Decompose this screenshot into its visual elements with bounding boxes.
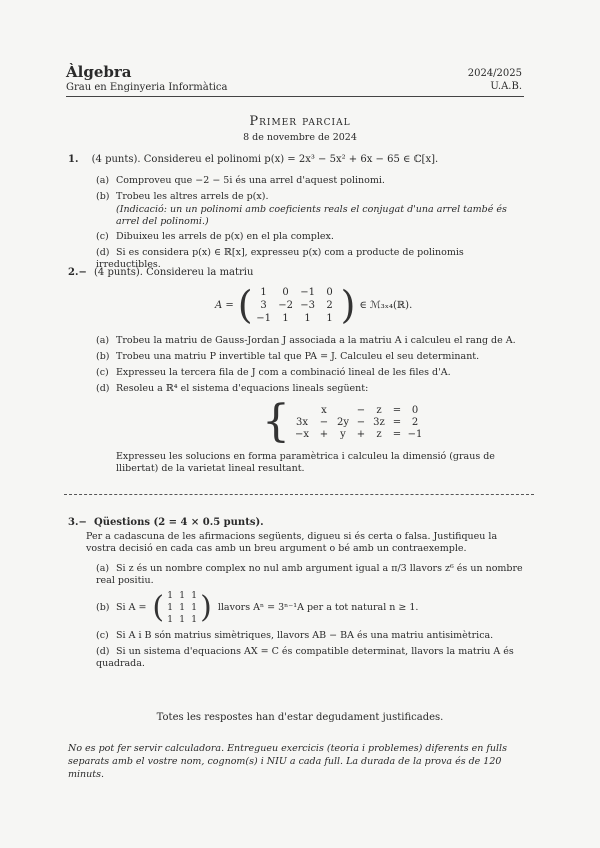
item-text: Expresseu la tercera fila de J com a combinació lineal de les files d'A.	[116, 367, 451, 378]
item-label: (d)	[96, 383, 110, 394]
matrix-cell: 1	[260, 286, 267, 298]
matrix-right-paren: )	[200, 590, 212, 625]
q3-item-b	[96, 590, 536, 626]
eq-term: 0	[411, 404, 419, 416]
q3-item-c	[96, 630, 526, 642]
matrix-cell: 1	[167, 615, 173, 625]
q2-number: 2.−	[68, 267, 87, 278]
item-label: (b)	[96, 191, 110, 202]
matrix-cell: −1	[256, 312, 271, 324]
eq-term	[290, 405, 314, 416]
matrix-cell: 1	[167, 591, 173, 601]
matrix-cell: 0	[282, 286, 289, 298]
eq-term: x	[321, 404, 327, 416]
eq-term: −1	[407, 428, 423, 440]
item-label: (c)	[96, 367, 109, 378]
q1-heading	[68, 153, 538, 166]
eq-term: y	[340, 428, 346, 440]
matrix-entries	[253, 287, 341, 324]
matrix-cell: 1	[191, 615, 197, 625]
item-pre: Si A =	[116, 602, 147, 613]
eq-term: z	[376, 428, 382, 440]
eq-term: −	[356, 416, 366, 428]
eq-term: +	[319, 428, 329, 440]
item-label: (b)	[96, 351, 110, 362]
university: U.A.B.	[490, 81, 522, 92]
item-text: Si un sistema d'equacions AX = C és compatible determinat, llavors la matriu A és quadrada.	[96, 646, 514, 669]
matrix-cell: 2	[326, 299, 333, 311]
eq-term: 2y	[336, 416, 349, 428]
matrix-cell: 1	[282, 312, 289, 324]
matrix-cell: 3	[260, 299, 267, 311]
q3-intro-bold: Qüestions (2 = 4 × 0.5 punts).	[94, 517, 264, 528]
item-text: Dibuixeu les arrels de p(x) en el pla complex.	[116, 231, 334, 242]
header-left	[66, 64, 227, 94]
item-post: llavors Aⁿ = 3ⁿ⁻¹A per a tot natural n ≥ 1.	[217, 602, 419, 613]
matrix-cell: −1	[300, 286, 315, 298]
item-text: Trobeu les altres arrels de p(x).	[116, 191, 269, 202]
q1-number: 1.	[68, 154, 79, 165]
footer-note: No es pot fer servir calculadora. Entregueu exercicis (teoria i problemes) diferents en fulls separats amb el vostre nom, cognom(s) i NIU a cada full. La durada de la prova és de 120 minuts.	[68, 743, 507, 780]
eq-term: z	[376, 404, 382, 416]
eq-term: 3z	[373, 416, 385, 428]
item-label: (a)	[96, 335, 110, 346]
q1-hint: (Indicació: un un polinomi amb coeficients reals el conjugat d'una arrel també és arrel del polinomi.)	[116, 204, 507, 227]
item-label: (d)	[96, 646, 110, 657]
item-text: Trobeu la matriu de Gauss-Jordan J associada a la matriu A i calculeu el rang de A.	[116, 335, 516, 346]
item-text: Comproveu que −2 − 5i és una arrel d'aquest polinomi.	[116, 175, 385, 186]
q2-item-b	[96, 351, 536, 363]
item-label: (a)	[96, 175, 110, 186]
matrix-cell: 1	[179, 603, 185, 613]
eq-term: −	[319, 416, 329, 428]
matrix-cell: 1	[179, 591, 185, 601]
eq-term: =	[392, 404, 402, 416]
eq-term: =	[392, 428, 402, 440]
matrix-cell: −2	[278, 299, 293, 311]
eq-term: −x	[294, 428, 310, 440]
matrix-rhs: ∈ ℳ₃ₓ₄(ℝ).	[359, 299, 413, 311]
eq-term	[334, 405, 352, 416]
q2-item-c	[96, 367, 536, 379]
matrix-cell: 1	[326, 312, 333, 324]
q3-item-d	[96, 646, 536, 670]
academic-year: 2024/2025	[467, 68, 522, 79]
item-label: (c)	[96, 231, 109, 242]
q2-intro: (4 punts). Considereu la matriu	[94, 267, 254, 278]
item-label: (b)	[96, 602, 110, 613]
q2-item-d	[96, 383, 536, 395]
q3-item-a	[96, 563, 526, 587]
header-divider	[66, 96, 524, 97]
matrix-cell: 1	[191, 591, 197, 601]
item-text: Trobeu una matriu P invertible tal que PA = J. Calculeu el seu determinant.	[116, 351, 480, 362]
matrix-ones	[164, 590, 200, 626]
q1-item-b	[96, 191, 526, 203]
item-text: Si z és un nombre complex no nul amb argument igual a π/3 llavors z⁶ és un nombre real positiu.	[96, 563, 523, 586]
q2-matrix-A	[215, 283, 413, 327]
eq-term: 2	[411, 416, 419, 428]
q1-intro: (4 punts). Considereu el polinomi p(x) = 2x³ − 5x² + 6x − 65 ∈ ℂ[x].	[91, 154, 439, 165]
section-divider	[64, 494, 534, 496]
matrix-cell: 0	[326, 286, 333, 298]
matrix-cell: 1	[167, 603, 173, 613]
eq-term: +	[356, 428, 366, 440]
q3-heading	[68, 516, 538, 529]
matrix-cell: 1	[304, 312, 311, 324]
system-brace: {	[262, 396, 290, 447]
matrix-right-paren: )	[340, 283, 356, 327]
matrix-lhs: A =	[215, 299, 234, 311]
matrix-left-paren: (	[152, 590, 165, 625]
q2-system	[262, 396, 424, 447]
system-equations	[290, 405, 424, 440]
eq-term: 3x	[295, 416, 308, 428]
header-right	[468, 67, 522, 93]
subject-title: Àlgebra	[66, 63, 132, 81]
q3-number: 3.−	[68, 517, 87, 528]
eq-term: −	[356, 404, 366, 416]
q1-item-c	[96, 231, 526, 243]
item-label: (d)	[96, 247, 110, 258]
q1-item-a	[96, 175, 526, 187]
item-label: (c)	[96, 630, 109, 641]
matrix-cell: −3	[300, 299, 315, 311]
exam-date: 8 de novembre de 2024	[243, 132, 357, 143]
q2-heading	[68, 266, 538, 279]
q2-item-a	[96, 335, 536, 347]
matrix-cell: 1	[191, 603, 197, 613]
matrix-cell: 1	[179, 615, 185, 625]
exam-title: Primer parcial	[249, 114, 351, 129]
q3-intro: Per a cadascuna de les afirmacions següents, digueu si és certa o falsa. Justifiqueu la vostra decisió en cada cas amb un breu argument o bé amb un contraexemple.	[86, 531, 498, 554]
q2-closing: Expresseu les solucions en forma paramètrica i calculeu la dimensió (graus de llibertat) de la varietat lineal resultant.	[116, 451, 495, 474]
eq-term: =	[392, 416, 402, 428]
matrix-left-paren: (	[237, 283, 253, 327]
item-label: (a)	[96, 563, 110, 574]
item-text: Resoleu a ℝ⁴ el sistema d'equacions lineals següent:	[116, 383, 369, 394]
item-text: Si es considera p(x) ∈ ℝ[x], expresseu p(x) com a producte de polinomis irreductibles.	[96, 247, 464, 270]
degree-name: Grau en Enginyeria Informàtica	[66, 82, 228, 93]
footer-main: Totes les respostes han d'estar degudament justificades.	[156, 712, 444, 723]
item-text: Si A i B són matrius simètriques, llavors AB − BA és una matriu antisimètrica.	[116, 630, 494, 641]
